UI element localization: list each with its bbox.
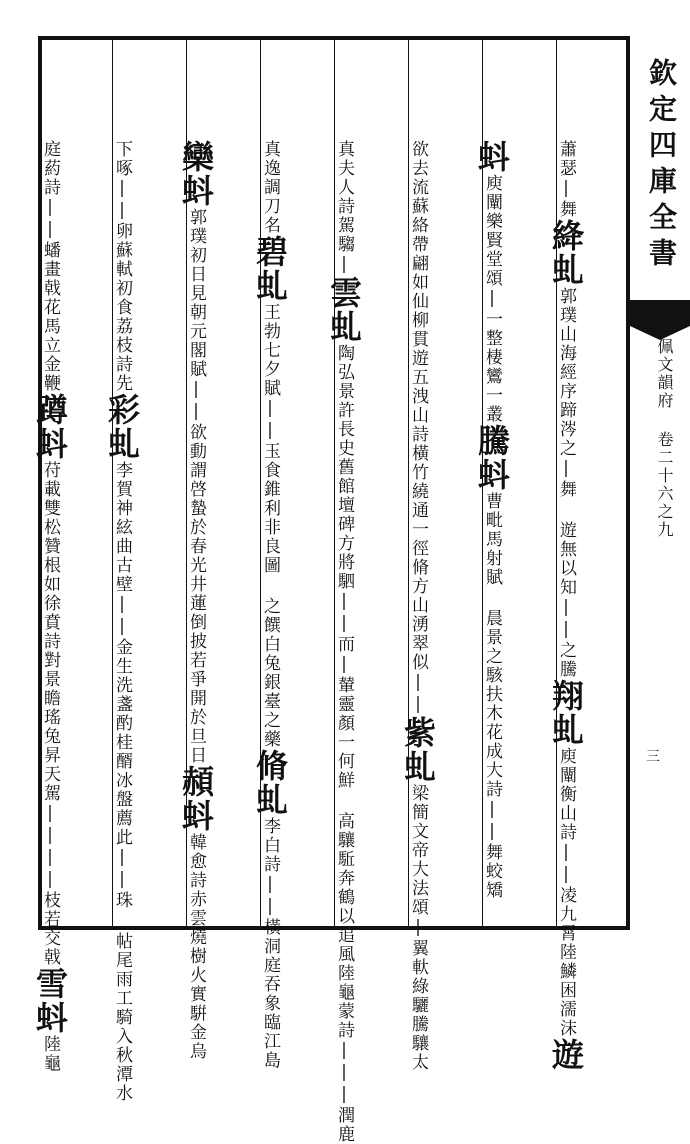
text-column-7: 下啄||卵蘇軾初食荔枝詩先彩虬李賀神絃曲古壁||金生洗盞酌桂醑冰盤薦此||珠 帖尾雨工騎入秋潭水: [103, 140, 141, 1103]
fishtail-mark: [630, 300, 690, 326]
text-column-1: 蕭瑟|舞絳虬郭璞山海經序蹄涔之|舞 遊無以知||之騰翔虬庾闡衡山詩||凌九霄陸鱗困濡沫遊: [547, 140, 585, 1072]
text-column-4: 真夫人詩駕騶|雲虬陶弘景許長史舊館壇碑方將駟||而|輦靈顏一何鮮 高驤駈奔鶴以追風陸龜蒙詩|||潤鹿: [325, 140, 363, 1144]
text-column-2: 蚪庾闡樂賢堂頌|一整棲鸞一叢騰蚪曹毗馬射賦 晨景之駭扶木花成大詩||舞蛟矯: [473, 140, 511, 900]
text-column-5: 真逸調刀名碧虬王勃七夕賦||玉食錐利非良圖 之饌白兔銀臺之藥脩虬李白詩||橫洞庭吞象臨江島: [251, 140, 289, 1070]
chapter-label: 佩文韻府 卷二十六之九: [655, 338, 674, 539]
page-number: 三: [646, 749, 660, 765]
book-title: 欽定四庫全書: [645, 58, 678, 274]
text-column-8: 庭葯詩||蟠畫戟花馬立金鞭蹲蚪苻載雙松贊根如徐賁詩對景瞻瑤兔昇天駕||||枝若交戟雪蚪陸龜: [31, 140, 69, 1073]
text-column-3: 欲去流蘇絡帶翩如仙柳貫遊五洩山詩橫竹繞通一徑脩方山湧翠似||紫虬梁簡文帝大法頌|翼軑綠驪騰驤太: [399, 140, 437, 1072]
text-column-6: 欒蚪郭璞初日見朝元閣賦||欲動謂啓蟄於春光井蓮倒披若爭開於旦日頳蚪韓愈詩赤雲燒樹火實騈金烏: [177, 140, 215, 1061]
